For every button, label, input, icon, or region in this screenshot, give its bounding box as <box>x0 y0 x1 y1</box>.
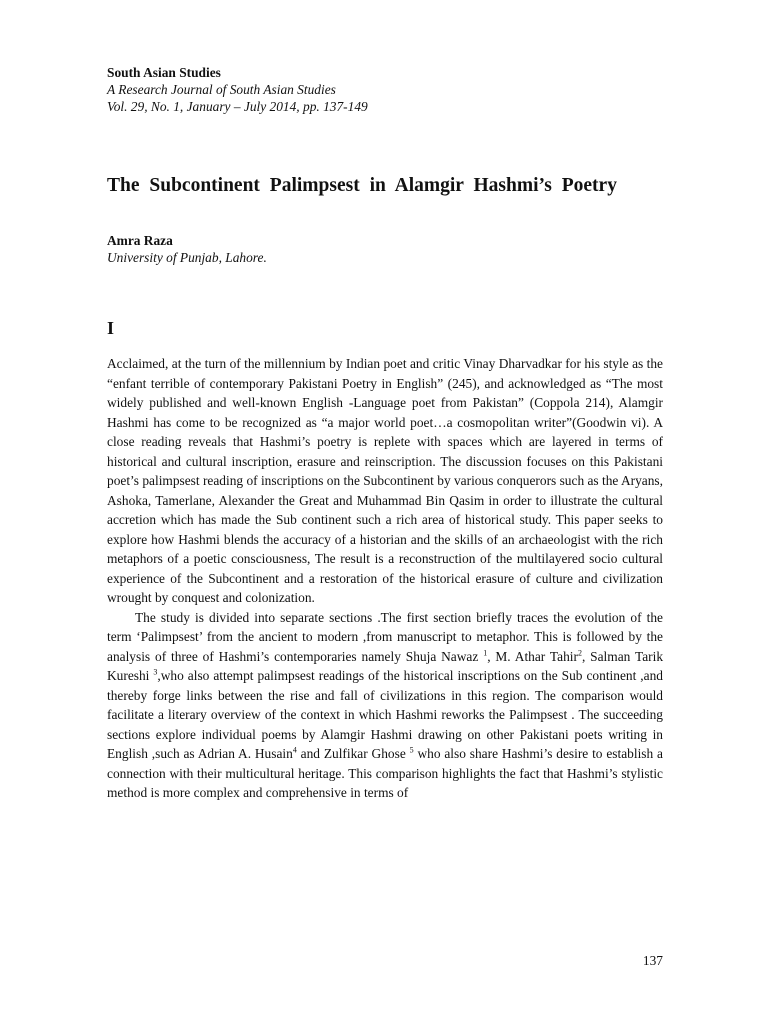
author-block <box>107 232 663 266</box>
paragraph-2-text: , M. Athar Tahir <box>487 648 578 664</box>
paragraph-2-text: and Zulfikar Ghose <box>296 746 410 761</box>
article-page <box>107 64 663 803</box>
footnote-ref-5[interactable]: 5 <box>409 745 414 755</box>
article-title: The Subcontinent Palimpsest in Alamgir Hashmi’s Poetry <box>107 175 617 196</box>
footnote-ref-1[interactable]: 1 <box>483 648 488 658</box>
journal-name: South Asian Studies <box>107 65 221 80</box>
footnote-ref-3[interactable]: 3 <box>153 667 158 677</box>
paragraph-2-text: The study is divided into separate sections .The first section briefly traces the evolution of the term ‘Palimpsest’ from the ancient to modern ,from manuscript to metaphor. This is followed by the analysis of three of Hashmi’s contemporaries namely Shuja Nawaz <box>107 609 663 664</box>
journal-subtitle: A Research Journal of South Asian Studies <box>107 82 336 97</box>
footnote-ref-4[interactable]: 4 <box>292 745 297 755</box>
journal-header <box>107 64 663 115</box>
body-text <box>107 354 663 803</box>
section-heading: I <box>107 318 115 338</box>
journal-volume: Vol. 29, No. 1, January – July 2014, pp. 137-149 <box>107 99 368 114</box>
author-affiliation: University of Punjab, Lahore. <box>107 250 267 265</box>
page-number: 137 <box>642 953 663 968</box>
paragraph-2-text: who also share Hashmi’s desire to establish a connection with their multicultural heritage. This comparison highlights the fact that Hashmi’s stylistic method is more complex and comprehensive in terms of <box>107 746 663 800</box>
paragraph-2 <box>107 608 663 803</box>
paragraph-2-text: ,who also attempt palimpsest readings of the historical inscriptions on the Sub continent ,and thereby forge links between the rise and fall of civilizations in this region. The comparison would facilitate a literary overview of the context in which Hashmi reworks the Palimpsest . The succeeding sections explore individual poems by Alamgir Hashmi drawing on other Pakistani poets writing in English ,such as Adrian A. Husain <box>107 668 663 761</box>
paragraph-1: Acclaimed, at the turn of the millennium by Indian poet and critic Vinay Dharvadkar for his style as the “enfant terrible of contemporary Pakistani Poetry in English” (245), and acknowledged as “The most widely published and well-known English -Language poet from Pakistan” (Coppola 214), Alamgir Hashmi has come to be recognized as “a major world poet…a cosmopolitan writer”(Goodwin vi). A close reading reveals that Hashmi’s poetry is replete with spaces which are layered in terms of historical and cultural inscription, erasure and reinscription. The discussion focuses on this Pakistani poet’s palimpsest reading of inscriptions on the Subcontinent by various conquerors such as the Aryans, Ashoka, Tamerlane, Alexander the Great and Muhammad Bin Qasim in order to illustrate the cultural accretion which has made the Sub continent such a rich area of historical study. This paper seeks to explore how Hashmi blends the accuracy of a historian and the skills of an archaeologist with the rich metaphors of a poetic consciousness, The result is a reconstruction of the multilayered socio cultural experience of the Subcontinent and a restoration of the historical erasure of culture and civilization wrought by conquest and colonization. <box>107 356 663 605</box>
paragraph-2-text: , Salman Tarik Kureshi <box>107 648 664 683</box>
author-name: Amra Raza <box>107 233 173 248</box>
footnote-ref-2[interactable]: 2 <box>577 648 582 658</box>
